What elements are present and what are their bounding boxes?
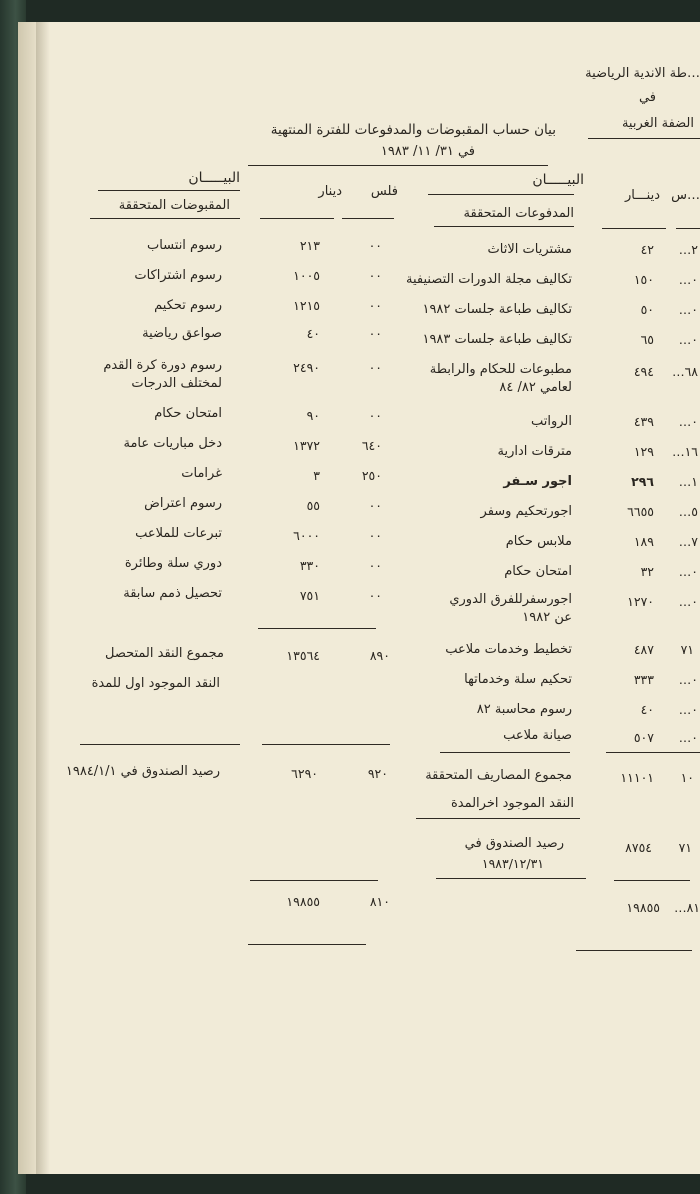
left-grand-dinar: ١٩٨٥٥ bbox=[286, 894, 320, 909]
right-row-dinar: ٤٩٤ bbox=[633, 364, 654, 379]
right-row-fils: ٥… bbox=[678, 504, 698, 519]
right-row-dinar: ٢٩٦ bbox=[631, 474, 654, 489]
right-row-fils: ١٦… bbox=[672, 444, 698, 459]
left-row-label: تبرعات للملاعب bbox=[135, 526, 222, 541]
left-row-fils: ٦٤٠ bbox=[361, 438, 382, 453]
right-row-fils: ٠… bbox=[678, 594, 698, 609]
organization-name: …طة الاندية الرياضية bbox=[585, 66, 700, 81]
right-grand-dinar: ١٩٨٥٥ bbox=[626, 900, 660, 915]
right-row-label-line2: عن ١٩٨٢ bbox=[522, 610, 572, 625]
left-row-fils: ٠٠ bbox=[368, 558, 382, 573]
left-row-fils: ٢٥٠ bbox=[361, 468, 382, 483]
right-row-dinar: ٣٣٣ bbox=[633, 672, 654, 687]
right-row-label: مطبوعات للحكام والرابطة bbox=[429, 362, 572, 377]
right-row-label: ملابس حكام bbox=[505, 534, 572, 549]
right-row-fils: ٠… bbox=[678, 564, 698, 579]
right-row-label: تكاليف طباعة جلسات ١٩٨٣ bbox=[422, 332, 572, 347]
right-row-dinar: ٥٠ bbox=[640, 302, 654, 317]
right-row-label-line2: لعامي ٨٢/ ٨٤ bbox=[499, 380, 572, 395]
left-amount-rule bbox=[262, 744, 390, 745]
page-edge bbox=[18, 22, 38, 1174]
right-row-dinar: ٥٠٧ bbox=[633, 730, 654, 745]
left-row-dinar: ١٣٧٢ bbox=[293, 438, 320, 453]
left-row-dinar: ٢٤٩٠ bbox=[293, 360, 320, 375]
left-row-dinar: ١٠٠٥ bbox=[293, 268, 320, 283]
left-fils-underline bbox=[342, 218, 394, 219]
left-balance-dinar: ٦٢٩٠ bbox=[291, 766, 318, 781]
left-row-fils: ٠٠ bbox=[368, 360, 382, 375]
right-row-dinar: ١٢٧٠ bbox=[627, 594, 654, 609]
left-row-fils: ٠٠ bbox=[368, 268, 382, 283]
right-row-label: صيانة ملاعب bbox=[503, 728, 572, 743]
right-row-fils: ٠… bbox=[678, 414, 698, 429]
left-header-underline bbox=[98, 190, 240, 191]
left-row-fils: ٠٠ bbox=[368, 498, 382, 513]
right-row-dinar: ١٨٩ bbox=[633, 534, 654, 549]
left-row-label: دوري سلة وطائرة bbox=[124, 556, 222, 571]
right-dinar-underline bbox=[602, 228, 666, 229]
right-dinar-header: دينـــار bbox=[625, 188, 660, 203]
right-row-dinar: ١٢٩ bbox=[633, 444, 654, 459]
right-row-dinar: ٣٢ bbox=[640, 564, 654, 579]
page-fold-shadow bbox=[36, 22, 50, 1174]
left-row-fils: ٠٠ bbox=[368, 408, 382, 423]
right-amount-rule bbox=[606, 752, 700, 753]
left-balance-fils: ٩٢٠ bbox=[367, 766, 388, 781]
left-row-label: رسوم انتساب bbox=[146, 238, 222, 253]
left-row-label: امتحان حكام bbox=[154, 406, 222, 421]
left-row-dinar: ٣٣٠ bbox=[299, 558, 320, 573]
left-sub-underline bbox=[90, 218, 240, 219]
left-row-label: رسوم اعتراض bbox=[144, 496, 222, 511]
right-closing-underline bbox=[416, 818, 580, 819]
right-row-label: اجورسفرللفرق الدوري bbox=[449, 592, 572, 607]
right-row-fils: ٠… bbox=[678, 332, 698, 347]
left-row-label: رسوم دورة كرة القدم bbox=[103, 358, 222, 373]
left-row-label: صواعق رياضية bbox=[142, 326, 222, 341]
left-row-dinar: ٥٥ bbox=[306, 498, 320, 513]
right-row-fils: ٠… bbox=[678, 702, 698, 717]
region-name: الضفة الغربية bbox=[621, 116, 694, 131]
right-row-label: تخطيط وخدمات ملاعب bbox=[445, 642, 572, 657]
right-row-fils: ٦٨… bbox=[672, 364, 698, 379]
right-balance-rule bbox=[436, 878, 586, 879]
left-row-dinar: ٢١٣ bbox=[299, 238, 320, 253]
right-row-fils: ٧… bbox=[678, 534, 698, 549]
left-row-label-line2: لمختلف الدرجات bbox=[131, 376, 222, 391]
ledger-page bbox=[36, 22, 700, 1174]
right-row-dinar: ١٥٠ bbox=[633, 272, 654, 287]
right-grand-rule-top bbox=[614, 880, 690, 881]
right-balance-dinar: ٨٧٥٤ bbox=[625, 840, 652, 855]
right-sub-header: المدفوعات المتحققة bbox=[463, 206, 574, 221]
left-row-dinar: ١٢١٥ bbox=[293, 298, 320, 313]
right-row-fils: ٠… bbox=[678, 302, 698, 317]
right-total-fils: ١٠ bbox=[680, 770, 694, 785]
left-row-label: دخل مباريات عامة bbox=[123, 436, 222, 451]
left-row-dinar: ٤٠ bbox=[306, 326, 320, 341]
left-row-dinar: ٣ bbox=[313, 468, 320, 483]
right-grand-fils: ٨١… bbox=[674, 900, 700, 915]
right-row-fils: ١… bbox=[678, 474, 698, 489]
in-word: في bbox=[638, 90, 656, 105]
right-row-dinar: ٦٥ bbox=[640, 332, 654, 347]
left-row-label: غرامات bbox=[181, 466, 222, 481]
right-balance-date: ١٩٨٣/١٢/٣١ bbox=[481, 856, 544, 871]
left-opening-label: النقد الموجود اول للمدة bbox=[91, 676, 220, 691]
right-label-rule bbox=[440, 752, 570, 753]
right-row-fils: ٢… bbox=[678, 242, 698, 257]
right-fils-header: …س bbox=[671, 188, 700, 203]
right-row-label: تكاليف مجلة الدورات التصنيفية bbox=[405, 272, 572, 287]
title-underline bbox=[248, 165, 548, 166]
right-row-dinar: ٤٨٧ bbox=[633, 642, 654, 657]
left-row-label: تحصيل ذمم سابقة bbox=[123, 586, 222, 601]
statement-date: في ٣١/ ١١/ ١٩٨٣ bbox=[380, 144, 475, 159]
left-total-dinar: ١٣٥٦٤ bbox=[286, 648, 320, 663]
right-row-label: الرواتب bbox=[530, 414, 572, 429]
right-closing-label: النقد الموجود اخرالمدة bbox=[450, 796, 574, 811]
left-grand-rule-bottom bbox=[248, 944, 366, 945]
right-row-label: مترقات ادارية bbox=[497, 444, 572, 459]
left-row-fils: ٠٠ bbox=[368, 326, 382, 341]
left-row-fils: ٠٠ bbox=[368, 528, 382, 543]
left-row-dinar: ٦٠٠٠ bbox=[293, 528, 320, 543]
right-row-label: رسوم محاسبة ٨٢ bbox=[476, 702, 572, 717]
left-row-dinar: ٩٠ bbox=[306, 408, 320, 423]
left-dinar-header: دينار bbox=[318, 184, 342, 199]
right-sub-underline bbox=[434, 226, 574, 227]
right-row-dinar: ٤٣٩ bbox=[633, 414, 654, 429]
right-statement-header: البيـــــان bbox=[532, 172, 584, 188]
right-row-fils: ٠… bbox=[678, 730, 698, 745]
left-fils-header: فلس bbox=[370, 184, 398, 199]
right-row-dinar: ٦٦٥٥ bbox=[627, 504, 654, 519]
right-row-dinar: ٤٠ bbox=[640, 702, 654, 717]
statement-title: بيان حساب المقبوضات والمدفوعات للفترة المنتهية bbox=[270, 122, 556, 138]
right-row-label: امتحان حكام bbox=[504, 564, 572, 579]
left-subtotal-line bbox=[258, 628, 376, 629]
right-row-fils: ٧١ bbox=[680, 642, 694, 657]
left-row-label: رسوم اشتراكات bbox=[134, 268, 222, 283]
right-row-label: تحكيم سلة وخدماتها bbox=[464, 672, 572, 687]
left-row-label: رسوم تحكيم bbox=[154, 298, 222, 313]
right-total-dinar: ١١١٠١ bbox=[620, 770, 654, 785]
right-header-underline bbox=[428, 194, 574, 195]
right-grand-rule-bottom bbox=[576, 950, 692, 951]
left-label-rule bbox=[80, 744, 240, 745]
right-balance-label: رصيد الصندوق في bbox=[464, 836, 564, 851]
left-grand-rule-top bbox=[250, 880, 378, 881]
left-row-fils: ٠٠ bbox=[368, 238, 382, 253]
right-row-label: تكاليف طباعة جلسات ١٩٨٢ bbox=[422, 302, 572, 317]
right-row-dinar: ٤٢ bbox=[640, 242, 654, 257]
region-underline bbox=[588, 138, 700, 139]
left-row-fils: ٠٠ bbox=[368, 588, 382, 603]
right-row-label: مشتريات الاثاث bbox=[487, 242, 572, 257]
right-fils-underline bbox=[676, 228, 700, 229]
right-balance-fils: ٧١ bbox=[678, 840, 692, 855]
right-row-fils: ٠… bbox=[678, 672, 698, 687]
left-grand-fils: ٨١٠ bbox=[369, 894, 390, 909]
left-sub-header: المقبوضات المتحققة bbox=[118, 198, 230, 213]
left-row-dinar: ٧٥١ bbox=[299, 588, 320, 603]
left-statement-header: البيـــــان bbox=[188, 170, 240, 186]
right-total-label: مجموع المصاريف المتحققة bbox=[425, 768, 572, 783]
right-row-label: اجور سـفر bbox=[503, 474, 572, 489]
right-row-fils: ٠… bbox=[678, 272, 698, 287]
left-total-fils: ٨٩٠ bbox=[369, 648, 390, 663]
left-total-label: مجموع النقد المتحصل bbox=[104, 646, 224, 661]
right-row-label: اجورتحكيم وسفر bbox=[480, 504, 572, 519]
left-row-fils: ٠٠ bbox=[368, 298, 382, 313]
left-balance-label: رصيد الصندوق في ١٩٨٤/١/١ bbox=[65, 764, 220, 779]
left-dinar-underline bbox=[260, 218, 334, 219]
